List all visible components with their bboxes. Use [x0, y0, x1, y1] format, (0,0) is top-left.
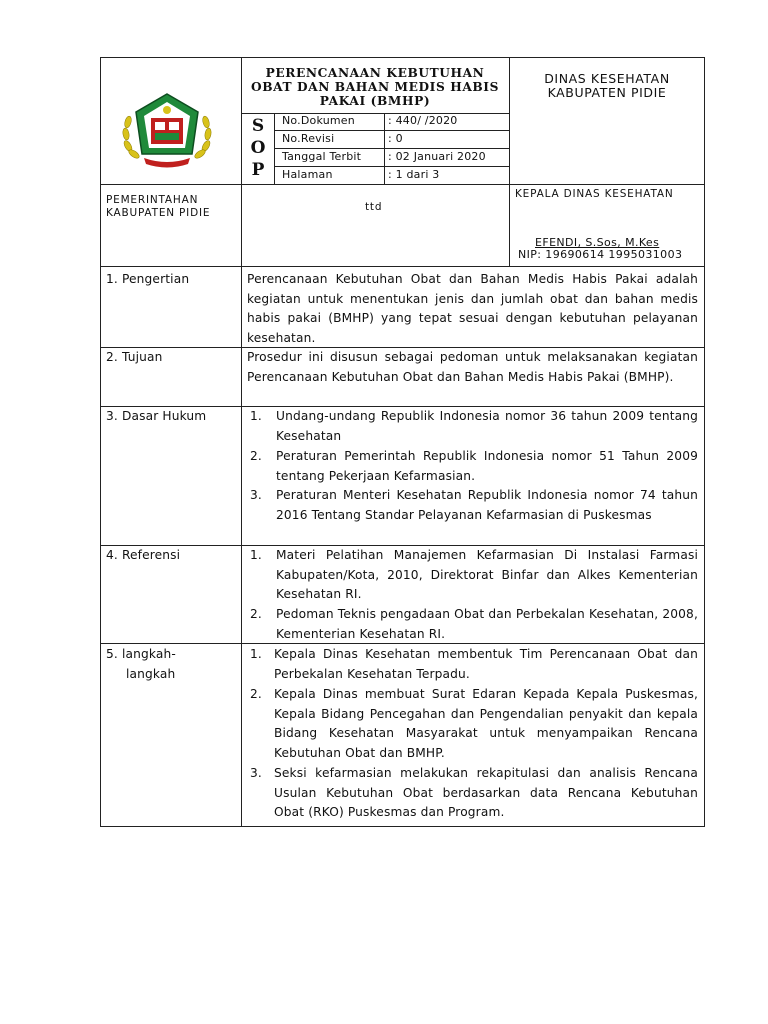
list-item-text: Pedoman Teknis pengadaan Obat dan Perbekalan Kesehatan, 2008, Kementerian Kesehatan RI. [276, 607, 698, 641]
head-nip: NIP: 19690614 1995031003 [518, 248, 683, 261]
sop-divider [274, 113, 275, 184]
meta-label-dokumen: No.Dokumen [282, 114, 355, 127]
emblem-icon [118, 88, 216, 172]
list-item-text: Seksi kefarmasian melakukan rekapitulasi dan analisis Rencana Usulan Kebutuhan Obat berdasarkan data Rencana Kebutuhan Obat (RKO) Puskesmas dan Program. [274, 766, 698, 820]
head-title: KEPALA DINAS KESEHATAN [515, 188, 674, 200]
section-label-tujuan: 2. Tujuan [106, 350, 163, 364]
section-label-langkah-2: langkah [126, 667, 176, 681]
section-label-langkah-1: 5. langkah- [106, 647, 176, 661]
meta-value-tanggal: : 02 Januari 2020 [388, 150, 486, 163]
header-bottom-line [100, 184, 705, 185]
list-item-text: Peraturan Pemerintah Republik Indonesia nomor 51 Tahun 2009 tentang Pekerjaan Kefarmasian. [276, 449, 698, 483]
list-number: 1. [250, 647, 262, 661]
column-divider-right [509, 57, 510, 266]
border-bottom [100, 826, 705, 827]
meta-label-tanggal: Tanggal Terbit [282, 150, 362, 163]
border-left [100, 57, 101, 827]
meta-label-halaman: Halaman [282, 168, 333, 181]
meta-divider [384, 113, 385, 184]
list-item-text: Materi Pelatihan Manajemen Kefarmasian Di Instalasi Farmasi Kabupaten/Kota, 2010, Direktorat Binfar dan Alkes Kementerian Kesehatan RI. [276, 548, 698, 602]
kabupaten-pidie-emblem-logo [118, 88, 216, 172]
list-number: 1. [250, 548, 262, 562]
section-text-tujuan: Prosedur ini disusun sebagai pedoman untuk melaksanakan kegiatan Perencanaan Kebutuhan Obat dan Bahan Medis Habis Pakai (BMHP). [247, 350, 698, 384]
list-number: 2. [250, 687, 262, 701]
section-label-referensi: 4. Referensi [106, 548, 181, 562]
list-item-text: Peraturan Menteri Kesehatan Republik Indonesia nomor 74 tahun 2016 Tentang Standar Pelayanan Kefarmasian di Puskesmas [276, 488, 698, 522]
list-item-text: Kepala Dinas Kesehatan membentuk Tim Perencanaan Obat dan Perbekalan Kesehatan Terpadu. [274, 647, 698, 681]
agency-name: DINAS KESEHATAN KABUPATEN PIDIE [544, 71, 670, 100]
meta-value-revisi: : 0 [388, 132, 403, 145]
government-name: PEMERINTAHAN KABUPATEN PIDIE [106, 194, 211, 219]
border-top [100, 57, 705, 58]
border-right [704, 57, 705, 827]
list-item-text: Kepala Dinas membuat Surat Edaran Kepada Kepala Puskesmas, Kepala Bidang Pencegahan dan Pengendalian penyakit dan kepala Bidang Kesehatan Masyarakat untuk menyampaikan Rencana Kebutuhan Obat dan BMHP. [274, 687, 698, 760]
sop-letter-o: O [250, 138, 266, 158]
sop-label [243, 115, 273, 181]
meta-value-halaman: : 1 dari 3 [388, 168, 440, 181]
meta-label-revisi: No.Revisi [282, 132, 335, 145]
list-number: 3. [250, 766, 262, 780]
meta-value-dokumen: : 440/ /2020 [388, 114, 458, 127]
signature-bottom-line [100, 266, 705, 267]
ttd-mark: ttd [365, 201, 383, 213]
head-name: EFENDI, S.Sos, M.Kes [535, 236, 660, 249]
column-divider-left [241, 57, 242, 827]
sop-letter-s: S [251, 116, 265, 136]
list-number: 2. [250, 607, 262, 621]
list-number: 1. [250, 409, 262, 423]
section-label-pengertian: 1. Pengertian [106, 272, 190, 286]
section-label-dasar-hukum: 3. Dasar Hukum [106, 409, 207, 423]
list-item-text: Undang-undang Republik Indonesia nomor 36 tahun 2009 tentang Kesehatan [276, 409, 698, 443]
list-number: 3. [250, 488, 262, 502]
sop-letter-p: P [251, 160, 265, 180]
section-text-pengertian: Perencanaan Kebutuhan Obat dan Bahan Medis Habis Pakai adalah kegiatan untuk menentukan jenis dan jumlah obat dan bahan medis habis pakai (BMHP) yang tepat sesuai dengan kebutuhan pelayanan kesehatan. [247, 272, 698, 345]
document-title: PERENCANAAN KEBUTUHAN OBAT DAN BAHAN MEDIS HABIS PAKAI (BMHP) [250, 66, 499, 108]
list-number: 2. [250, 449, 262, 463]
